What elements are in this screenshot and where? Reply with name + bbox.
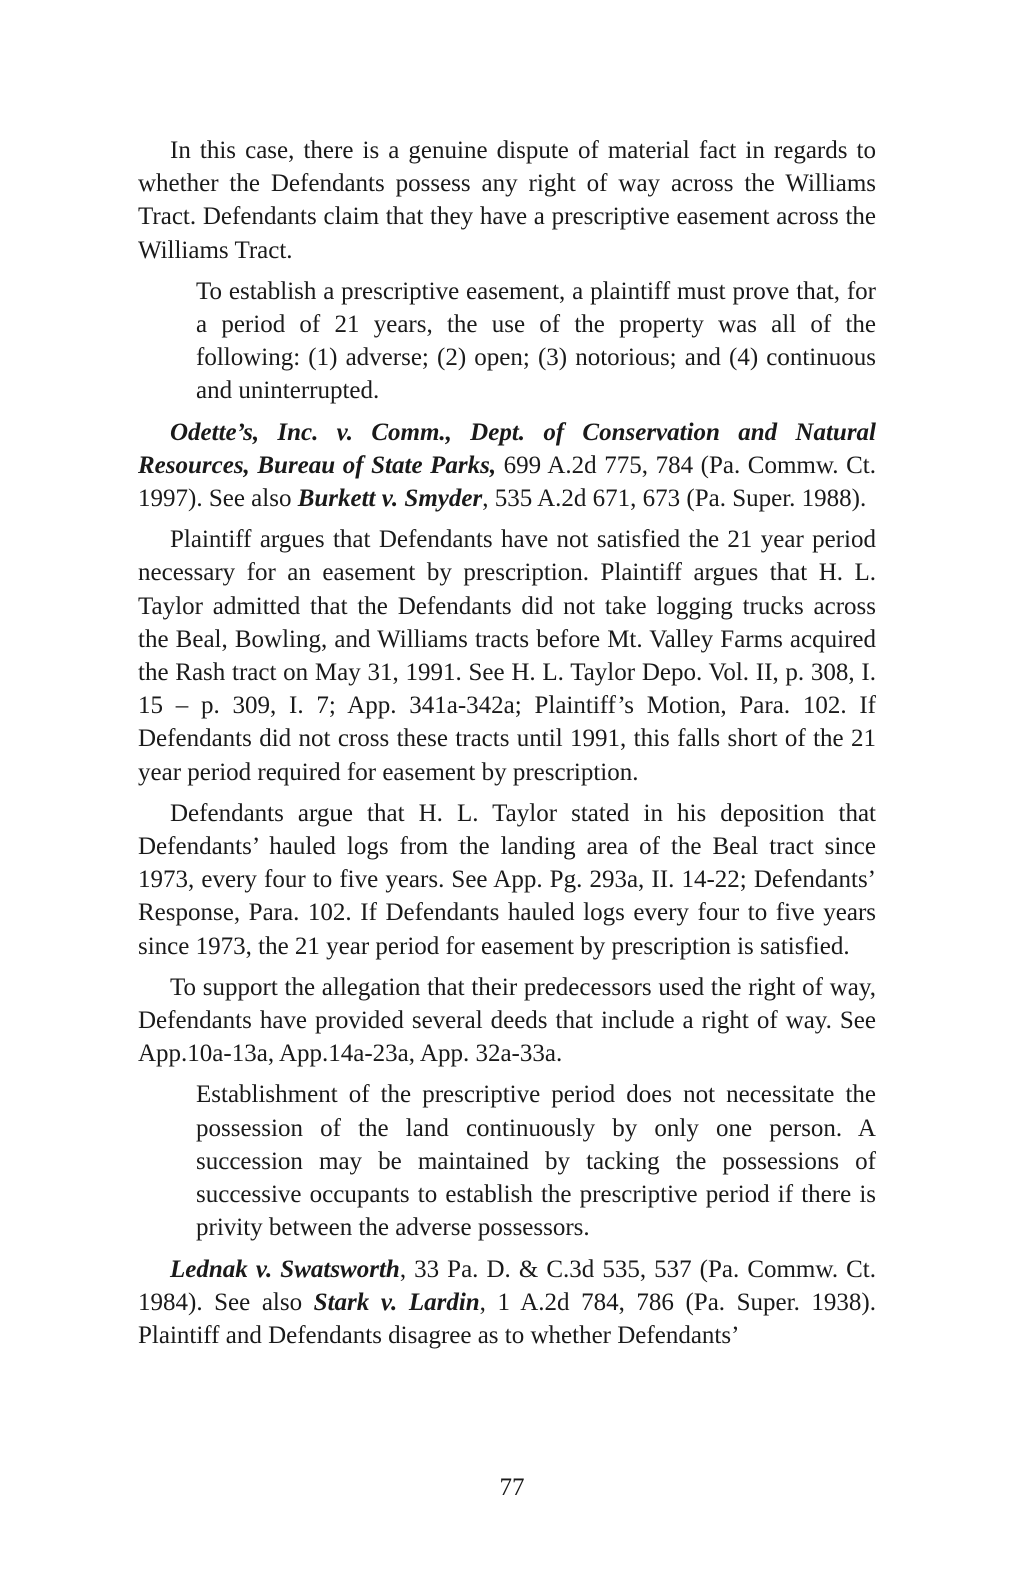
case-name-burkett: Burkett v. Smyder <box>297 485 483 513</box>
paragraph-defendants-argument: Defendants argue that H. L. Taylor stated in his deposition that Defendants’ hauled logs from the landing area of the Beal tract since 1973, every four to five years. See App. Pg. 293a, II. 14-22; Defendants’ Response, Para. 102. If Defendants hauled logs every four to five years since 1973, the 21 year period for easement by prescription is satisfied. <box>138 799 876 960</box>
citation-text: , 33 Pa. D. & C.3d 535, 537 (Pa. Commw. Ct. 1984). See also <box>138 1255 876 1316</box>
case-name-stark: Stark v. Lardin <box>313 1288 480 1316</box>
citation-text: , 1 A.2d 784, 786 (Pa. Super. 1938). Plaintiff and Defendants disagree as to whether Defendants’ <box>138 1288 876 1349</box>
page-body <box>138 134 876 1352</box>
page-number: 77 <box>499 1474 525 1501</box>
citation-text: 699 A.2d 775, 784 (Pa. Commw. Ct. 1997). See also <box>138 451 876 513</box>
case-name-odettes: Odette’s, Inc. v. Comm., Dept. of Conservation and Natural Resources, Bureau of State Parks, <box>138 418 876 479</box>
paragraph-deeds: To support the allegation that their predecessors used the right of way, Defendants have provided several deeds that include a right of way. See App.10a-13a, App.14a-23a, App. 32a-33a. <box>138 973 876 1068</box>
paragraph-dispute: In this case, there is a genuine dispute of material fact in regards to whether the Defendants possess any right of way across the Williams Tract. Defendants claim that they have a prescriptive easement across the Williams Tract. <box>138 137 876 264</box>
case-name-lednak: Lednak v. Swatsworth <box>170 1255 400 1283</box>
paragraph-plaintiff-argument: Plaintiff argues that Defendants have not satisfied the 21 year period necessary for an easement by prescription. Plaintiff argues that H. L. Taylor admitted that the Defendants did not take logging trucks across the Beal, Bowling, and Williams tracts before Mt. Valley Farms acquired the Rash tract on May 31, 1991. See H. L. Taylor Depo. Vol. II, p. 308, I. 15 – p. 309, I. 7; App. 341a-342a; Plaintiff’s Motion, Para. 102. If Defendants did not cross these tracts until 1991, this falls short of the 21 year period required for easement by prescription. <box>138 526 876 786</box>
block-quote-prescriptive-period: Establishment of the prescriptive period does not necessitate the possession of the land continuously by only one person. A succession may be maintained by tacking the possessions of successive occupants to establish the prescriptive period if there is privity between the adverse possessors. <box>196 1081 876 1242</box>
citation-lednak <box>138 1253 876 1353</box>
block-quote-prescriptive-easement: To establish a prescriptive easement, a plaintiff must prove that, for a period of 21 years, the use of the property was all of the following: (1) adverse; (2) open; (3) notorious; and (4) continuous and uninterrupted. <box>196 277 876 405</box>
citation-text: , 535 A.2d 671, 673 (Pa. Super. 1988). <box>482 485 867 513</box>
citation-odettes <box>138 416 876 516</box>
